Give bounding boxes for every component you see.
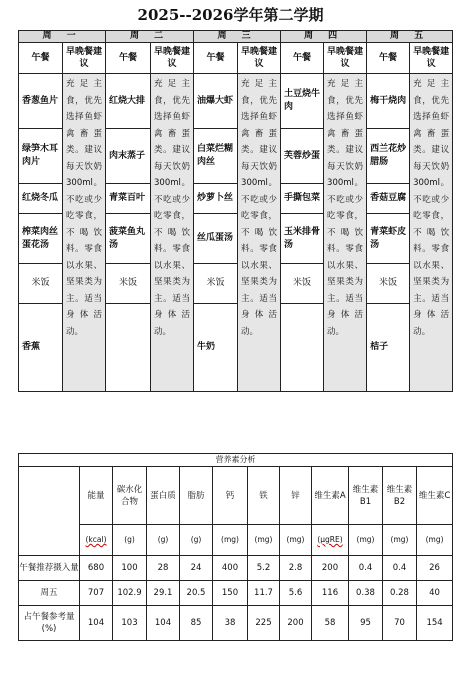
advice-header: 早晚餐建议 xyxy=(238,43,281,74)
value-cell: 11.7 xyxy=(248,581,280,606)
nutrient-unit-row xyxy=(19,525,453,556)
dish-cell xyxy=(281,304,324,392)
nutrient-header: 蛋白质 xyxy=(147,467,180,525)
dish-cell: 榨菜肉丝蛋花汤 xyxy=(19,214,63,264)
nutrient-header: 铁 xyxy=(248,467,280,525)
dish-cell: 菠菜鱼丸汤 xyxy=(106,214,151,264)
value-cell: 0.4 xyxy=(383,556,417,581)
value-cell: 5.6 xyxy=(280,581,312,606)
nutrient-unit: (kcal) xyxy=(80,525,113,556)
value-cell: 103 xyxy=(113,606,147,641)
value-cell: 95 xyxy=(349,606,383,641)
column-header-row xyxy=(19,43,453,74)
table-row xyxy=(19,556,453,581)
dish-cell: 绿笋木耳肉片 xyxy=(19,129,63,184)
advice-header: 早晚餐建议 xyxy=(324,43,367,74)
value-cell: 225 xyxy=(248,606,280,641)
value-cell: 28 xyxy=(147,556,180,581)
value-cell: 100 xyxy=(113,556,147,581)
nutrient-header: 锌 xyxy=(280,467,312,525)
value-cell: 0.4 xyxy=(349,556,383,581)
nutrient-header-row xyxy=(19,467,453,525)
nutrient-caption: 营养素分析 xyxy=(19,454,453,467)
advice-header: 早晚餐建议 xyxy=(63,43,106,74)
meal-advice: 充足主食，优先选择鱼虾禽畜蛋类。建议每天饮奶300ml。不吃或少吃零食，不喝饮料。零食以水果、坚果类为主。适当身体活动。 xyxy=(151,74,194,392)
nutrient-unit: (mg) xyxy=(213,525,248,556)
nutrient-unit: (g) xyxy=(147,525,180,556)
day-header-wed: 周 三 xyxy=(194,31,281,43)
table-row xyxy=(19,606,453,641)
dish-cell xyxy=(106,304,151,392)
dish-cell: 梅干烧肉 xyxy=(367,74,410,129)
value-cell: 200 xyxy=(312,556,349,581)
value-cell: 58 xyxy=(312,606,349,641)
nutrient-analysis-table xyxy=(18,453,453,641)
nutrient-unit: (mg) xyxy=(417,525,453,556)
day-header-row xyxy=(19,31,453,43)
advice-header: 早晚餐建议 xyxy=(151,43,194,74)
nutrient-unit: (μgRE) xyxy=(312,525,349,556)
dish-cell: 香葱鱼片 xyxy=(19,74,63,129)
rice-cell: 米饭 xyxy=(106,264,151,304)
dish-cell: 肉末蒸子 xyxy=(106,129,151,184)
lunch-header: 午餐 xyxy=(281,43,324,74)
dish-cell: 香菇豆腐 xyxy=(367,184,410,214)
nutrient-header: 维生素C xyxy=(417,467,453,525)
lunch-header: 午餐 xyxy=(106,43,151,74)
value-cell: 680 xyxy=(80,556,113,581)
value-cell: 104 xyxy=(147,606,180,641)
value-cell: 85 xyxy=(180,606,213,641)
dish-cell: 油爆大虾 xyxy=(194,74,238,129)
nutrient-header: 维生素B2 xyxy=(383,467,417,525)
dish-cell: 土豆烧牛肉 xyxy=(281,74,324,129)
dish-cell: 玉米排骨汤 xyxy=(281,214,324,264)
dish-cell: 香蕉 xyxy=(19,304,63,392)
day-header-tue: 周 二 xyxy=(106,31,194,43)
nutrient-unit: (mg) xyxy=(248,525,280,556)
day-header-mon: 周 一 xyxy=(19,31,106,43)
meal-advice: 充足主食，优先选择鱼虾禽畜蛋类。建议每天饮奶300ml。不吃或少吃零食，不喝饮料。零食以水果、坚果类为主。适当身体活动。 xyxy=(63,74,106,392)
day-header-fri: 周 五 xyxy=(367,31,453,43)
row-label: 午餐推荐摄入量 xyxy=(19,556,80,581)
dish-cell: 手撕包菜 xyxy=(281,184,324,214)
rice-cell: 米饭 xyxy=(281,264,324,304)
row-label: 占午餐参考量(%) xyxy=(19,606,80,641)
value-cell: 104 xyxy=(80,606,113,641)
nutrient-caption-row xyxy=(19,454,453,467)
value-cell: 200 xyxy=(280,606,312,641)
lunch-header: 午餐 xyxy=(367,43,410,74)
nutrient-unit: (mg) xyxy=(280,525,312,556)
nutrient-unit: (mg) xyxy=(349,525,383,556)
day-header-thu: 周 四 xyxy=(281,31,367,43)
nutrient-corner-cell xyxy=(19,467,80,556)
value-cell: 38 xyxy=(213,606,248,641)
nutrient-header: 碳水化合物 xyxy=(113,467,147,525)
value-cell: 2.8 xyxy=(280,556,312,581)
table-row xyxy=(19,581,453,606)
dish-cell: 牛奶 xyxy=(194,304,238,392)
value-cell: 20.5 xyxy=(180,581,213,606)
lunch-header: 午餐 xyxy=(194,43,238,74)
rice-cell: 米饭 xyxy=(367,264,410,304)
value-cell: 116 xyxy=(312,581,349,606)
value-cell: 24 xyxy=(180,556,213,581)
row-label: 周五 xyxy=(19,581,80,606)
dish-cell: 炒萝卜丝 xyxy=(194,184,238,214)
dish-cell: 白菜烂糊肉丝 xyxy=(194,129,238,184)
page-title: 2025--2026学年第二学期 xyxy=(137,6,324,24)
value-cell: 150 xyxy=(213,581,248,606)
dish-cell: 丝瓜蛋汤 xyxy=(194,214,238,264)
dish-cell: 红烧大排 xyxy=(106,74,151,129)
nutrient-header: 钙 xyxy=(213,467,248,525)
value-cell: 154 xyxy=(417,606,453,641)
dish-cell: 芙蓉炒蛋 xyxy=(281,129,324,184)
nutrient-unit: (mg) xyxy=(383,525,417,556)
value-cell: 102.9 xyxy=(113,581,147,606)
weekly-lunch-menu-table xyxy=(18,30,453,392)
advice-header: 早晚餐建议 xyxy=(410,43,453,74)
nutrient-header: 维生素A xyxy=(312,467,349,525)
nutrient-unit: (g) xyxy=(113,525,147,556)
nutrient-header: 脂肪 xyxy=(180,467,213,525)
meal-advice: 充足主食，优先选择鱼虾禽畜蛋类。建议每天饮奶300ml。不吃或少吃零食，不喝饮料。零食以水果、坚果类为主。适当身体活动。 xyxy=(324,74,367,392)
rice-cell: 米饭 xyxy=(194,264,238,304)
value-cell: 40 xyxy=(417,581,453,606)
value-cell: 26 xyxy=(417,556,453,581)
dish-cell: 桔子 xyxy=(367,304,410,392)
meal-advice: 充足主食，优先选择鱼虾禽畜蛋类。建议每天饮奶300ml。不吃或少吃零食，不喝饮料。零食以水果、坚果类为主。适当身体活动。 xyxy=(238,74,281,392)
value-cell: 5.2 xyxy=(248,556,280,581)
value-cell: 400 xyxy=(213,556,248,581)
dish-cell: 红烧冬瓜 xyxy=(19,184,63,214)
value-cell: 707 xyxy=(80,581,113,606)
lunch-header: 午餐 xyxy=(19,43,63,74)
value-cell: 0.28 xyxy=(383,581,417,606)
meal-advice: 充足主食，优先选择鱼虾禽畜蛋类。建议每天饮奶300ml。不吃或少吃零食，不喝饮料。零食以水果、坚果类为主。适当身体活动。 xyxy=(410,74,453,392)
value-cell: 70 xyxy=(383,606,417,641)
nutrient-unit: (g) xyxy=(180,525,213,556)
dish-cell: 青菜百叶 xyxy=(106,184,151,214)
dish-cell: 青菜虾皮汤 xyxy=(367,214,410,264)
value-cell: 29.1 xyxy=(147,581,180,606)
value-cell: 0.38 xyxy=(349,581,383,606)
nutrient-header: 维生素B1 xyxy=(349,467,383,525)
nutrient-header: 能量 xyxy=(80,467,113,525)
dish-cell: 西兰花炒腊肠 xyxy=(367,129,410,184)
dish-row-1 xyxy=(19,74,453,129)
rice-cell: 米饭 xyxy=(19,264,63,304)
